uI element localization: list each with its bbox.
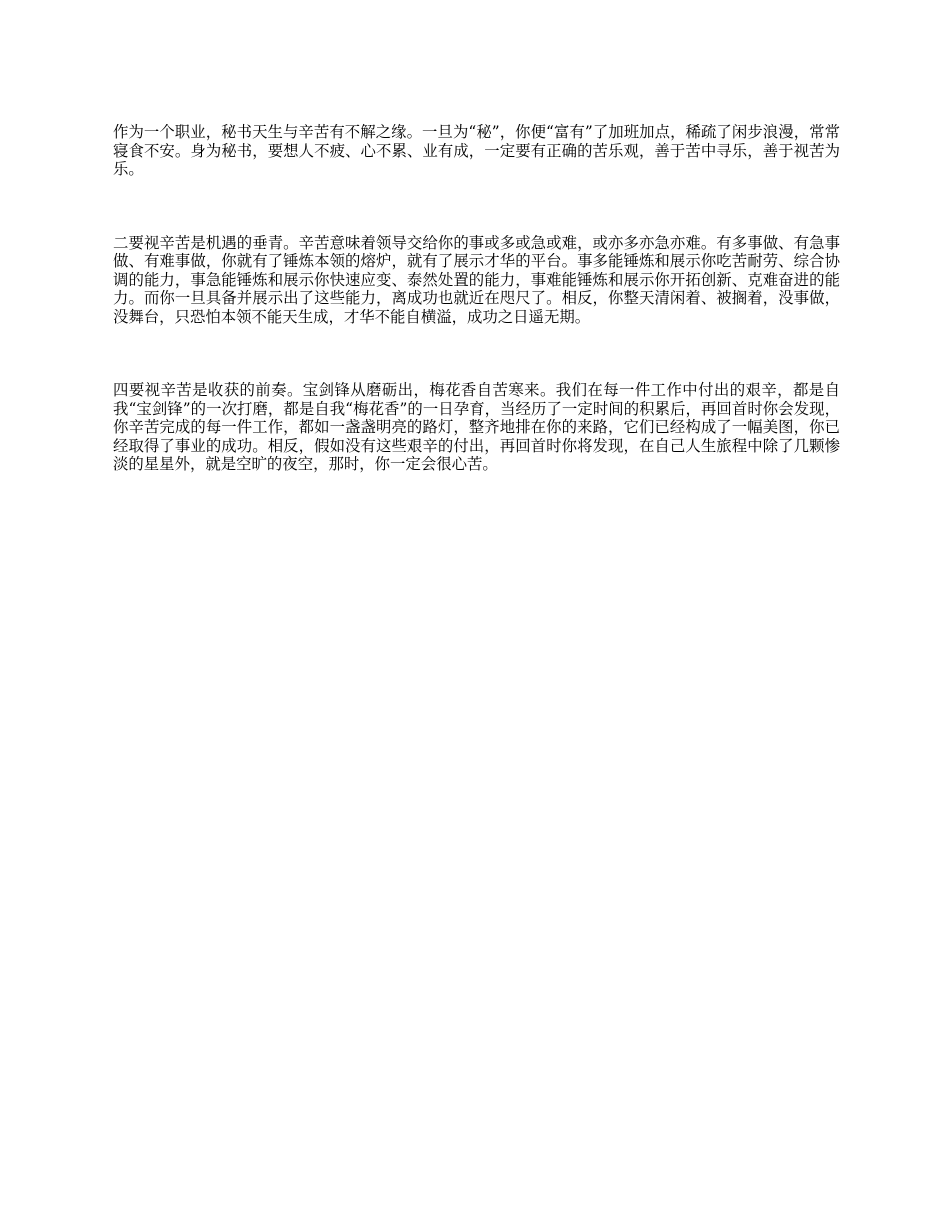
- paragraph-2: 二要视辛苦是机遇的垂青。辛苦意味着领导交给你的事或多或急或难，或亦多亦急亦难。有多事做、有急事做、有难事做，你就有了锤炼本领的熔炉，就有了展示才华的平台。事多能锤炼和展示你吃苦耐劳、综合协调的能力，事急能锤炼和展示你快速应变、泰然处置的能力，事难能锤炼和展示你开拓创新、克难奋进的能力。而你一旦具备并展示出了这些能力，离成功也就近在咫尺了。相反，你整天清闲着、被搁着，没事做，没舞台，只恐怕本领不能天生成，才华不能自横溢，成功之日遥无期。: [113, 233, 840, 326]
- paragraph-3: 四要视辛苦是收获的前奏。宝剑锋从磨砺出，梅花香自苦寒来。我们在每一件工作中付出的艰辛，都是自我“宝剑锋”的一次打磨，都是自我“梅花香”的一日孕育，当经历了一定时间的积累后，再回首时你会发现，你辛苦完成的每一件工作，都如一盏盏明亮的路灯，整齐地排在你的来路，它们已经构成了一幅美图，你已经取得了事业的成功。相反，假如没有这些艰辛的付出，再回首时你将发现，在自己人生旅程中除了几颗惨淡的星星外，就是空旷的夜空，那时，你一定会很心苦。: [113, 381, 840, 473]
- paragraph-1: 作为一个职业，秘书天生与辛苦有不解之缘。一旦为“秘”，你便“富有”了加班加点，稀疏了闲步浪漫，常常寝食不安。身为秘书，要想人不疲、心不累、业有成，一定要有正确的苦乐观，善于苦中寻乐，善于视苦为乐。: [113, 123, 840, 178]
- document-body: [113, 123, 840, 474]
